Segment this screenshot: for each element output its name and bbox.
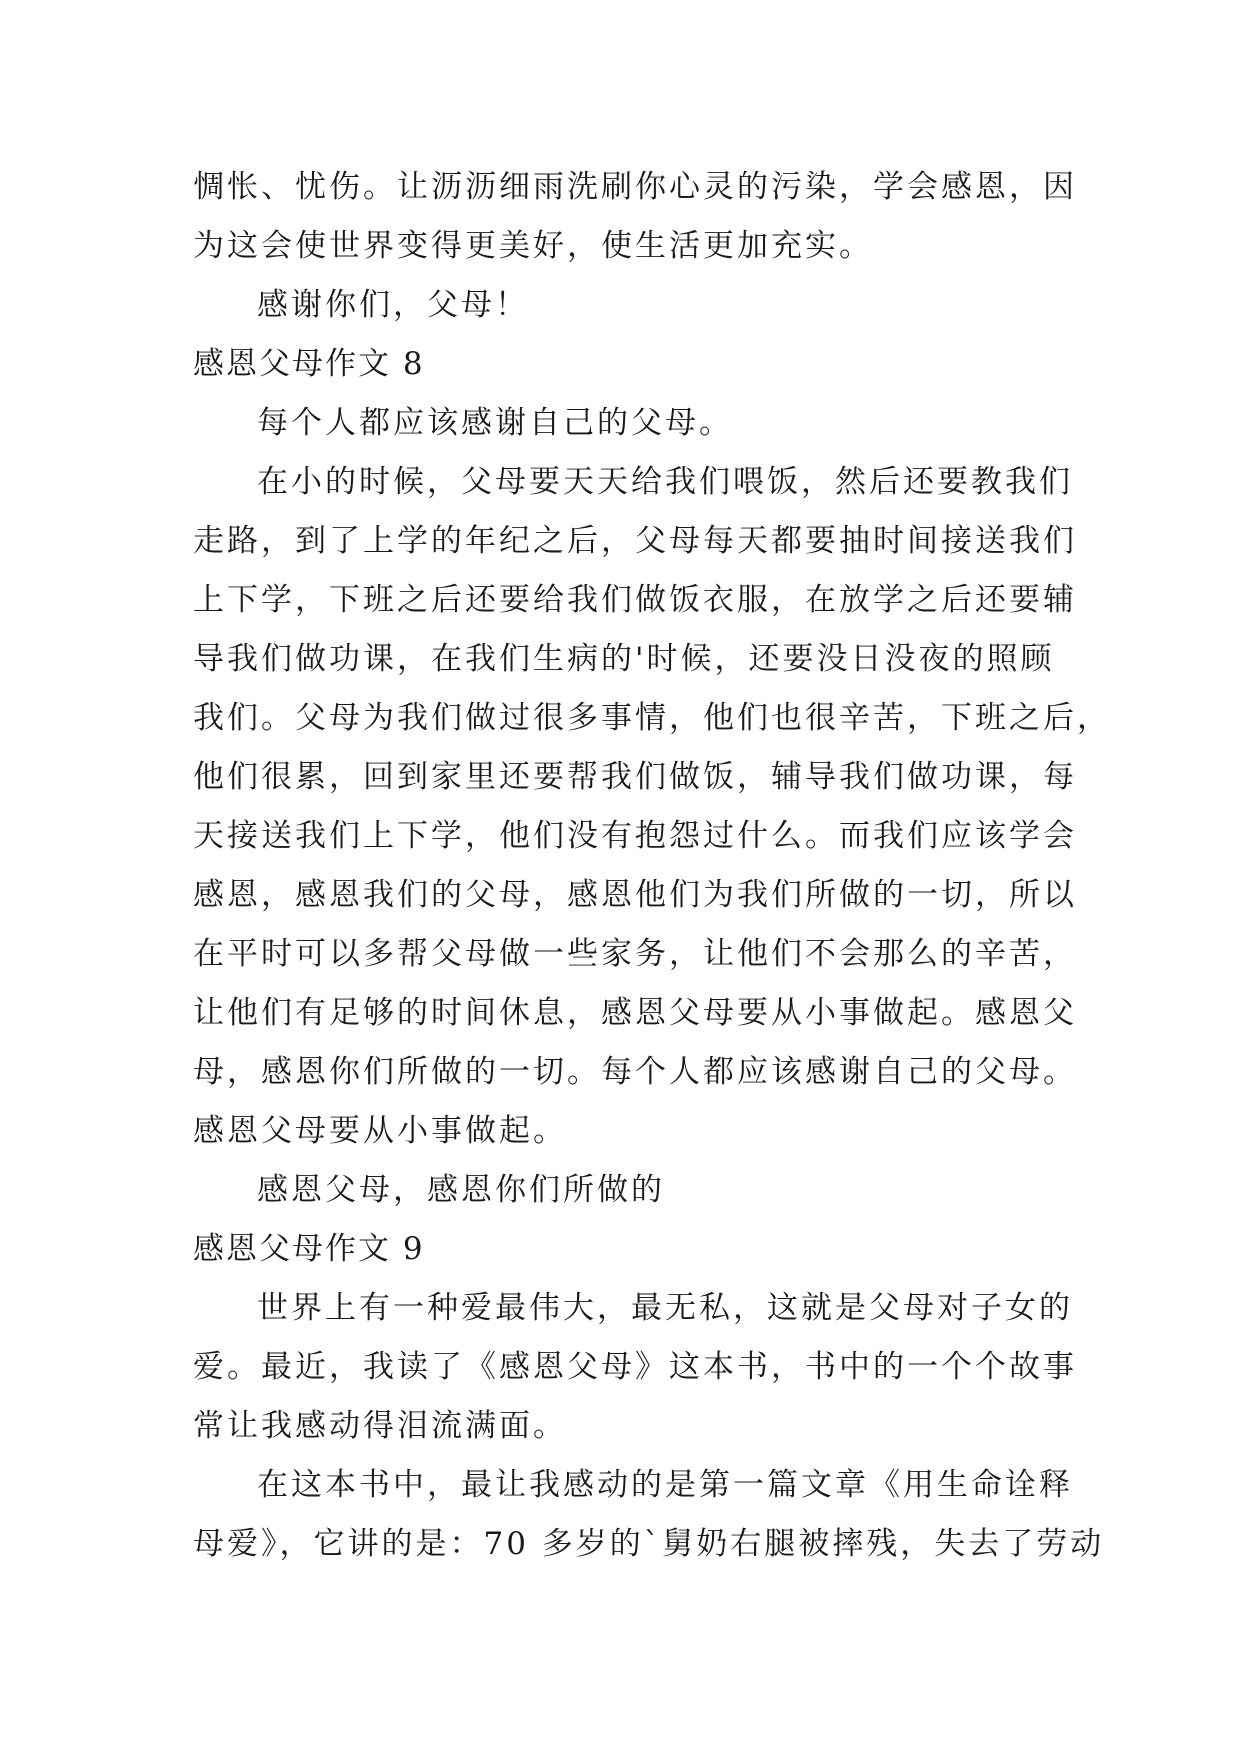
text-line: 常让我感动得泪流满面。 [193,1408,567,1444]
section-heading: 感恩父母作文 8 [193,346,425,382]
text-line: 感恩父母，感恩你们所做的 [257,1172,665,1208]
text-line: 爱。最近，我读了《感恩父母》这本书，书中的一个个故事 [193,1349,1077,1385]
text-line: 上下学，下班之后还要给我们做饭衣服，在放学之后还要辅 [193,582,1077,618]
text-line: 惆怅、忧伤。让沥沥细雨洗刷你心灵的污染，学会感恩，因 [193,169,1077,205]
text-line: 在这本书中，最让我感动的是第一篇文章《用生命诠释 [257,1467,1073,1503]
section-heading: 感恩父母作文 9 [193,1231,425,1267]
text-line: 天接送我们上下学，他们没有抱怨过什么。而我们应该学会 [193,818,1077,854]
text-line: 每个人都应该感谢自己的父母。 [257,405,733,441]
text-line: 感恩父母要从小事做起。 [193,1113,567,1149]
text-line: 让他们有足够的时间休息，感恩父母要从小事做起。感恩父 [193,995,1077,1031]
text-line: 我们。父母为我们做过很多事情，他们也很辛苦，下班之后， [193,700,1111,736]
text-line: 世界上有一种爱最伟大，最无私，这就是父母对子女的 [257,1290,1073,1326]
text-line: 导我们做功课，在我们生病的'时候，还要没日没夜的照顾 [193,641,1055,677]
text-line: 为这会使世界变得更美好，使生活更加充实。 [193,228,873,264]
text-line: 感恩，感恩我们的父母，感恩他们为我们所做的一切，所以 [193,877,1077,913]
document-body [193,158,1111,1574]
text-line: 母，感恩你们所做的一切。每个人都应该感谢自己的父母。 [193,1054,1077,1090]
text-line: 母爱》，它讲的是：70 多岁的`舅奶右腿被摔残，失去了劳动 [193,1526,1105,1562]
text-line: 感谢你们，父母！ [257,287,529,323]
text-line: 他们很累，回到家里还要帮我们做饭，辅导我们做功课，每 [193,759,1077,795]
text-line: 走路，到了上学的年纪之后，父母每天都要抽时间接送我们 [193,523,1077,559]
text-line: 在小的时候，父母要天天给我们喂饭，然后还要教我们 [257,464,1073,500]
text-line: 在平时可以多帮父母做一些家务，让他们不会那么的辛苦， [193,936,1077,972]
